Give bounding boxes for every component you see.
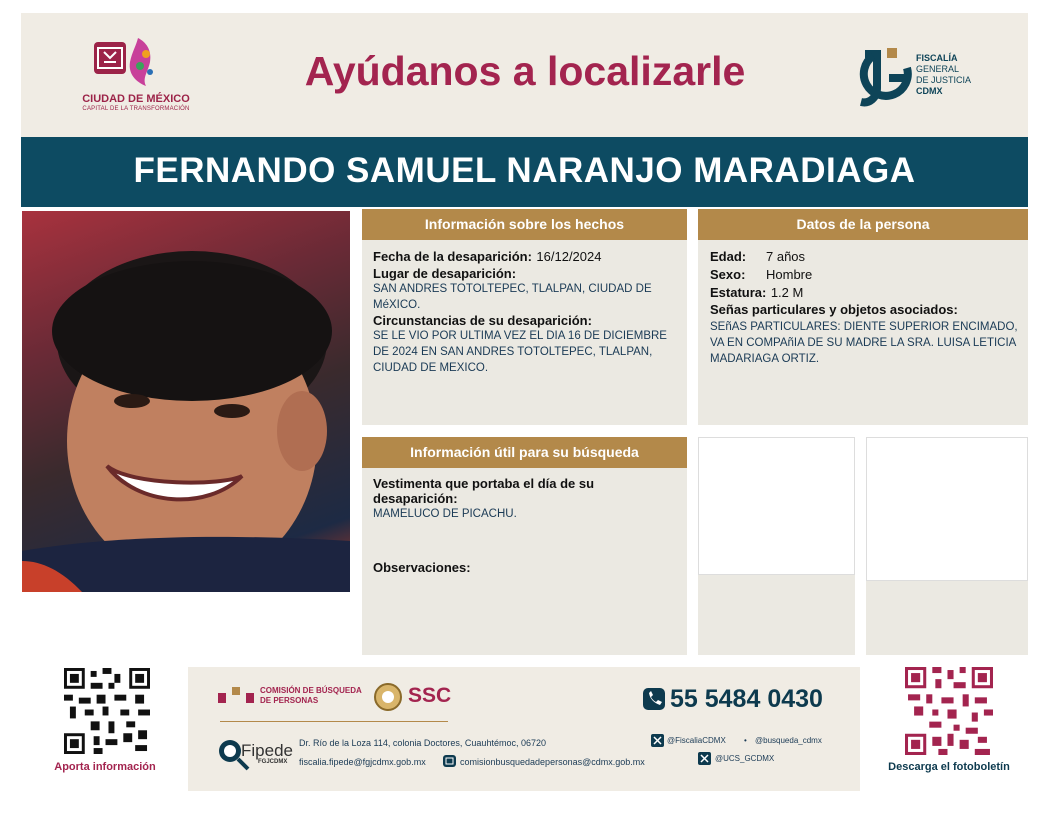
fipede-sub: FGJCDMX xyxy=(258,759,288,765)
mail-icon xyxy=(443,755,456,767)
senas-value: SEñAS PARTICULARES: DIENTE SUPERIOR ENCIMADO, VA EN COMPAñIA DE SU MADRE LA SRA. LUISA LETICIA MADARIAGA ORTIZ. xyxy=(710,321,1018,365)
extra-photo-1 xyxy=(698,437,855,575)
observaciones-label: Observaciones: xyxy=(373,560,471,575)
fgj-logo xyxy=(853,46,913,110)
circunstancias-value: SE LE VIO POR ULTIMA VEZ EL DIA 16 DE DICIEMBRE DE 2024 EN SAN ANDRES TOTOLTEPEC, TLALPAN, CIUDAD DE MEXICO. xyxy=(373,330,667,374)
social-busqueda[interactable]: @busqueda_cdmx xyxy=(755,736,822,745)
x-social-icon xyxy=(651,734,664,747)
phone-icon xyxy=(643,688,665,710)
sexo-label: Sexo: xyxy=(710,267,746,282)
estatura-value: 1.2 M xyxy=(770,285,804,300)
persona-heading: Datos de la persona xyxy=(698,209,1028,240)
social-fiscalia[interactable]: @FiscaliaCDMX xyxy=(667,736,726,745)
sexo-value: Hombre xyxy=(766,267,813,282)
fecha-label: Fecha de la desaparición: xyxy=(373,249,532,264)
fgj-line2: GENERAL xyxy=(916,64,960,74)
qr-left-caption: Aporta información xyxy=(54,761,156,773)
busqueda-heading: Información útil para su búsqueda xyxy=(362,437,687,468)
fgj-line3: DE JUSTICIA xyxy=(916,75,972,85)
hechos-panel xyxy=(362,209,687,425)
vestimenta-value: MAMELUCO DE PICACHU. xyxy=(373,508,517,520)
comision-name: COMISIÓN DE BÚSQUEDA DE PERSONAS xyxy=(260,686,362,705)
lugar-value: SAN ANDRES TOTOLTEPEC, TLALPAN, CIUDAD DE MéXICO. xyxy=(373,283,652,311)
persona-panel xyxy=(698,209,1028,425)
estatura-label: Estatura: xyxy=(710,285,767,300)
x-social-icon xyxy=(698,752,711,765)
busqueda-panel xyxy=(362,437,687,655)
edad-label: Edad: xyxy=(710,249,747,264)
hechos-heading: Información sobre los hechos xyxy=(362,209,687,240)
person-photo xyxy=(22,211,350,592)
fecha-value: 16/12/2024 xyxy=(536,249,602,264)
phone-number[interactable]: 55 5484 0430 xyxy=(670,685,823,713)
email-comision[interactable]: comisionbusquedadepersonas@cdmx.gob.mx xyxy=(460,757,645,767)
address: Dr. Río de la Loza 114, colonia Doctores, Cuauhtémoc, 06720 xyxy=(299,738,546,748)
page-title: Ayúdanos a localizarle xyxy=(304,48,746,94)
ssc-shield-icon xyxy=(373,682,403,712)
lugar-label: Lugar de desaparición: xyxy=(373,266,517,281)
senas-label: Señas particulares y objetos asociados: xyxy=(710,302,958,317)
edad-value: 7 años xyxy=(766,249,806,264)
comision-busqueda-logo-icon xyxy=(218,685,256,705)
fipede-label: Fipede xyxy=(241,741,293,760)
social-separator: • xyxy=(744,736,747,745)
person-name: FERNANDO SAMUEL NARANJO MARADIAGA xyxy=(133,151,916,190)
fgj-line4: CDMX xyxy=(916,86,943,96)
cdmx-name: CIUDAD DE MÉXICO xyxy=(82,93,190,105)
social-ucs[interactable]: @UCS_GCDMX xyxy=(715,754,775,763)
qr-code-fotoboletin[interactable] xyxy=(904,667,994,755)
cdmx-tagline: CAPITAL DE LA TRANSFORMACIÓN xyxy=(82,106,190,112)
vestimenta-label: Vestimenta que portaba el día de su desaparición: xyxy=(373,476,595,506)
ssc-label: SSC xyxy=(408,684,452,707)
fgj-line1: FISCALÍA xyxy=(916,53,958,63)
extra-photo-2 xyxy=(866,437,1028,581)
qr-right-caption: Descarga el fotoboletín xyxy=(888,761,1010,773)
email-fipede[interactable]: fiscalia.fipede@fgjcdmx.gob.mx xyxy=(299,757,426,767)
child-photo-illustration xyxy=(22,211,350,592)
fgj-name xyxy=(916,53,971,97)
footer-divider xyxy=(220,721,448,722)
qr-code-aporta[interactable] xyxy=(62,668,152,754)
circunstancias-label: Circunstancias de su desaparición: xyxy=(373,313,592,328)
